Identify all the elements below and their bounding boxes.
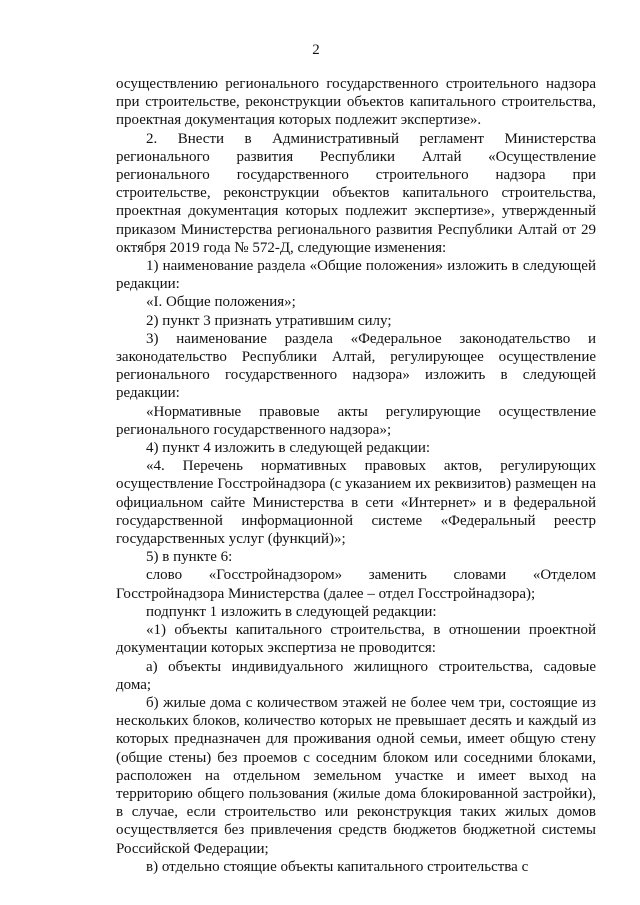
paragraph: слово «Госстройнадзором» заменить словами «Отделом Госстройнадзора Министерства (далее – отдел Госстройнадзора); — [116, 567, 596, 602]
paragraph: «1) объекты капитального строительства, в отношении проектной документации которых экспертиза не проводится: — [116, 622, 596, 657]
paragraph: «Нормативные правовые акты регулирующие осуществление регионального государственного надзора»; — [116, 403, 596, 438]
paragraph: 2) пункт 3 признать утратившим силу; — [146, 312, 392, 329]
paragraph: 5) в пункте 6: — [146, 549, 233, 566]
paragraph: «I. Общие положения»; — [146, 294, 296, 311]
paragraph: в) отдельно стоящие объекты капитального строительства с — [146, 858, 529, 875]
document-body — [116, 75, 596, 876]
paragraph: б) жилые дома с количеством этажей не более чем три, состоящие из нескольких блоков, количество которых не превышает десять и каждый из которых предназначен для проживания одной семьи, имеет общую стену (общие стены) без проемов с соседним блоком или соседними блоками, расположен на отдельном земельном участке и имеет выход на территорию общего пользования (жилые дома блокированной застройки), в случае, если строительство или реконструкция таких жилых домов осуществляется без привлечения средств бюджетов бюджетной системы Российской Федерации; — [116, 694, 596, 857]
paragraph: а) объекты индивидуального жилищного строительства, садовые дома; — [116, 658, 596, 693]
paragraph: подпункт 1 изложить в следующей редакции: — [146, 603, 437, 620]
paragraph: «4. Перечень нормативных правовых актов, регулирующих осуществление Госстройнадзора (с указанием их реквизитов) размещен на официальном сайте Министерства в сети «Интернет» и в федеральной государственной информационной системе «Федеральный реестр государственных услуг (функций)»; — [116, 458, 596, 548]
paragraph: 4) пункт 4 изложить в следующей редакции: — [146, 440, 431, 457]
paragraph: осуществлению регионального государственного строительного надзора при строительстве, реконструкции объектов капитального строительства, проектная документация которых подлежит экспертизе». — [116, 76, 596, 129]
paragraph: 1) наименование раздела «Общие положения» изложить в следующей редакции: — [116, 258, 596, 293]
page-number: 2 — [312, 42, 320, 58]
paragraph: 3) наименование раздела «Федеральное законодательство и законодательство Республики Алтай, регулирующее осуществление регионального государственного надзора» изложить в следующей редакции: — [116, 330, 596, 402]
paragraph: 2. Внести в Административный регламент Министерства регионального развития Республики Алтай «Осуществление регионального государственного строительного надзора при строительстве, реконструкции объектов капитального строительства, проектная документация которых подлежит экспертизе», утвержденный приказом Министерства регионального развития Республики Алтай от 29 октября 2019 года № 572-Д, следующие изменения: — [116, 130, 596, 256]
